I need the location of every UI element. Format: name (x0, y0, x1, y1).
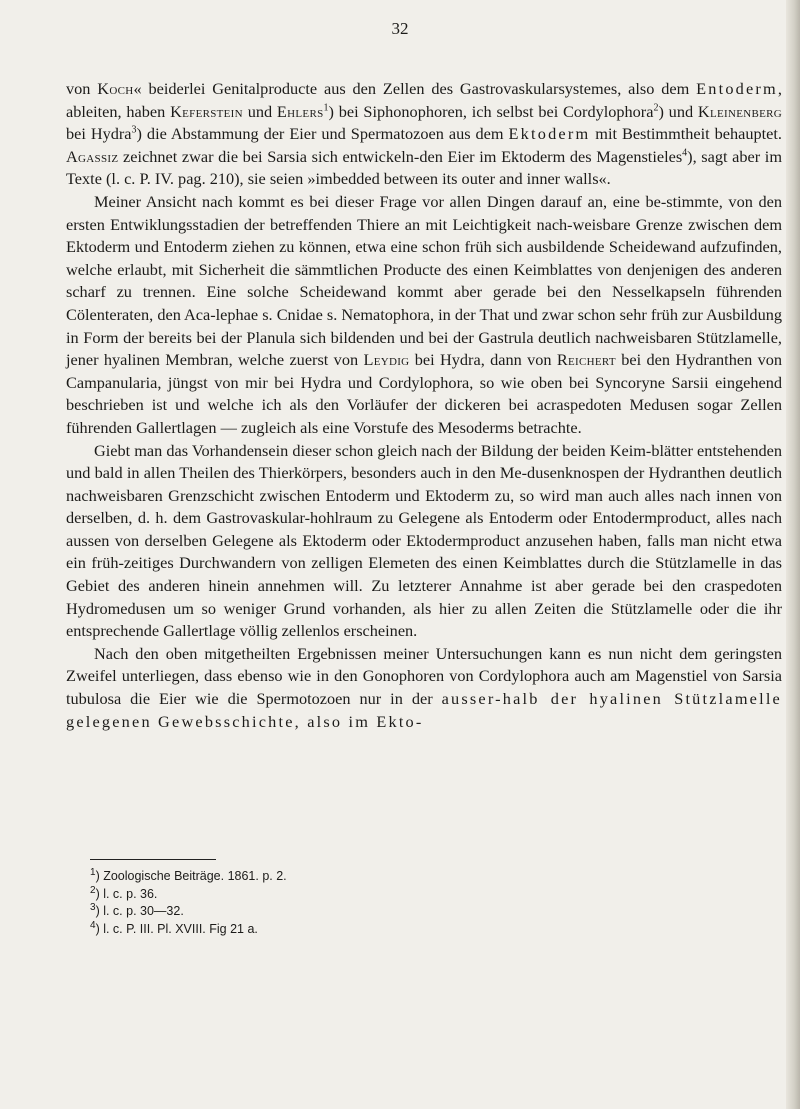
paragraph-3 (66, 440, 782, 643)
page-edge-shadow (786, 0, 800, 1109)
footnote-ref: 1 (323, 102, 329, 114)
author-name: Keferstein (170, 101, 243, 121)
footnotes (90, 868, 590, 938)
text-segment: bei Hydra, dann von (409, 350, 557, 370)
author-name: Ehlers (276, 101, 324, 121)
text-segment: mit Bestimmtheit behauptet. (590, 124, 783, 144)
text-segment: ) die Abstammung der Eier und Spermatozoen aus dem (136, 124, 509, 144)
text-segment: Meiner Ansicht nach kommt es bei dieser Frage vor allen Dingen darauf an, eine be-stimmte, von den ersten Entwiklungsstadien der betreffenden Thiere an mit Leichtigkeit nach-weisbare Grenze zwischen dem Ektoderm und Entoderm ziehen zu können, etwa eine schon früh sich ausbildende Scheidewand aufzufinden, welche erlaubt, mit Sicherheit die sämmtlichen Producte des einen Keimblattes von denjenigen des anderen scharf zu trennen. Eine solche Scheidewand kommt aber gerade bei den Nesselkapseln führenden Cölenteraten, den Aca-lephae s. Cnidae s. Nematophora, in der That und zwar schon sehr früh zur Ausbildung in Form der bereits bei der Planula sich bildenden und bei der Gastrula deutlich nachweisbaren Stützlamelle, jener hyalinen Membran, welche zuerst von (66, 191, 782, 370)
paragraph-4 (66, 643, 782, 733)
text-segment: Giebt man das Vorhandensein dieser schon gleich nach der Bildung der beiden Keim-blätter entstehenden und bald in allen Theilen des Thierkörpers, besonders auch in den Me-dusenknospen der Hydranthen deutlich nachweisbaren Grenzschicht zwischen Entoderm und Ektoderm zu, so wird man auch alles nach innen von derselben, d. h. dem Gastrovaskular-hohlraum zu Gelegene als Entoderm oder Entodermproduct, alles nach aussen von derselben Gelegene als Ektoderm oder Ektodermproduct anzusehen haben, falls man nicht etwa ein früh-zeitiges Durchwandern von zelligen Elemeten des einen Keimblattes durch die Stützlamelle in das Gebiet des anderen hinein annehmen will. Zu letzterer Annahme ist aber gerade bei den craspedoten Hydromedusen um so weniger Grund vorhanden, als hier zu allen Zeiten die Stützlamelle oder die ihr entsprechende Gallertlage völlig zellenlos erscheinen. (66, 440, 782, 641)
footnote-3: $^3$) l. c. p. 30—32. (90, 901, 184, 918)
footnote-separator (90, 859, 216, 860)
author-name: Agassiz (66, 146, 119, 166)
text-segment: ) und (658, 101, 698, 121)
text-segment: , ableiten, haben (66, 79, 782, 121)
text-segment: und (242, 101, 277, 121)
paragraph-1 (66, 78, 782, 191)
text-segment: bei den Hydranthen von Campanularia, jüngst von mir bei Hydra und Cordylophora, so wie oben bei Syncoryne Sarsii eingehend beschrieben ist und welche ich als den Vorläufer der dickeren bei acraspedoten Medusen sogar Zellen führenden Gallertlagen — zugleich als eine Vorstufe des Mesoderms betrachte. (66, 350, 782, 437)
footnote-2: $^2$) l. c. p. 36. (90, 884, 158, 901)
text-segment: « beiderlei Genitalproducte aus den Zellen des Gastrovaskularsystemes, also dem (133, 79, 697, 98)
text-segment: ) bei Siphonophoren, ich selbst bei Cordylophora (328, 101, 654, 121)
text-segment: zeichnet zwar die bei Sarsia sich entwickeln-den Eier im Ektoderm des Magenstieles (118, 146, 683, 166)
body-text (66, 78, 782, 733)
author-name: Leydig (363, 350, 410, 370)
footnote-4: $^4$) l. c. P. III. Pl. XVIII. Fig 21 a. (90, 919, 258, 936)
emphasis-text: Entoderm (696, 79, 778, 98)
text-segment: von (66, 79, 98, 98)
footnote-ref: 2 (653, 102, 659, 114)
emphasis-text: Ektoderm (508, 124, 591, 144)
author-name: Kleinenberg (697, 101, 783, 121)
footnote-ref: 4 (682, 147, 688, 159)
paragraph-2 (66, 191, 782, 440)
text-segment: Nach den oben mitgetheilten Ergebnissen meiner Untersuchungen kann es nun nicht dem geringsten Zweifel unterliegen, dass ebenso wie in den Gonophoren von Cordylophora auch am Magenstiel von Sarsia tubulosa die Eier wie die Spermotozoen nur in der (66, 643, 782, 709)
footnote-1: $^1$) Zoologische Beiträge. 1861. p. 2. (90, 866, 287, 883)
text-segment: ), sagt aber im Texte (l. c. P. IV. pag. 210), sie seien »imbedded betwееn its outer and inner walls«. (66, 146, 782, 189)
emphasis-text: ausser-halb der hyalinen Stützlamelle gelegenen Gewebsschichte, also im Ekto- (66, 689, 782, 731)
text-segment: bei Hydra (66, 124, 132, 144)
author-name: Koch (97, 79, 134, 98)
page-number: 32 (391, 19, 409, 38)
footnote-ref: 3 (131, 124, 137, 136)
author-name: Reichert (556, 350, 616, 370)
